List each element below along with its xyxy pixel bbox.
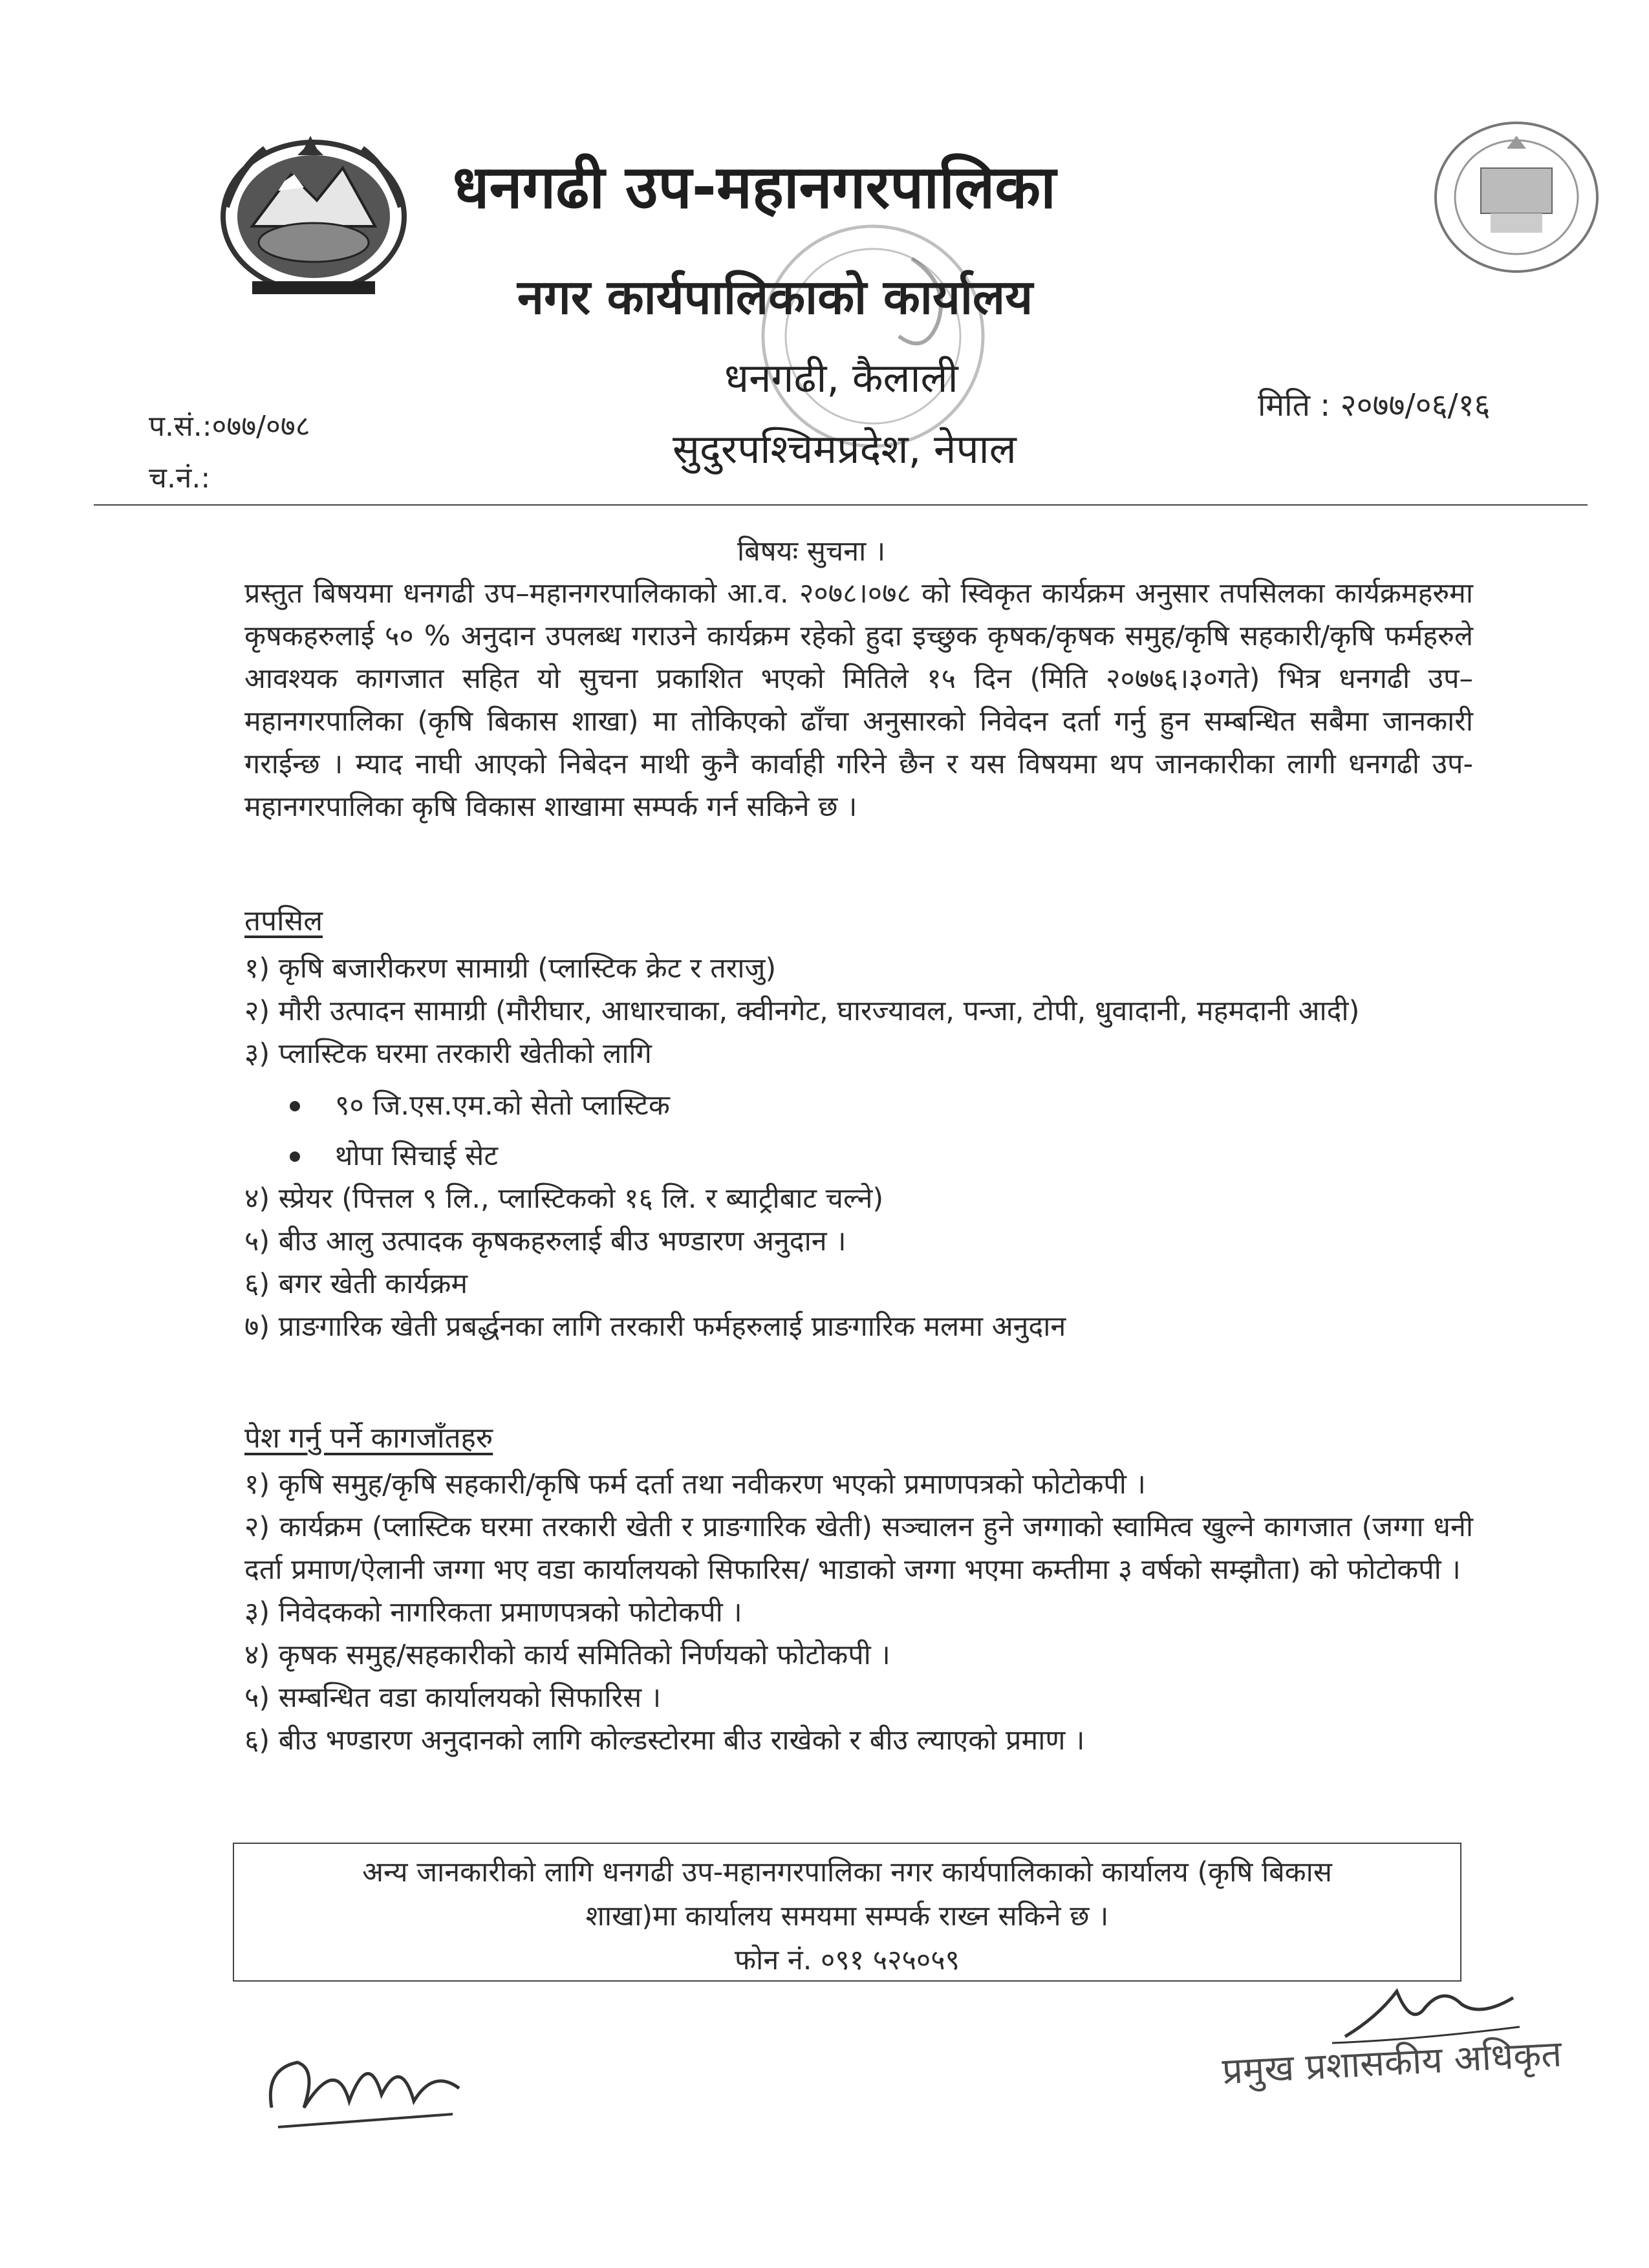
documents-section [244, 1419, 1473, 1762]
list-item: ६) बगर खेती कार्यक्रम [244, 1268, 468, 1300]
municipality-seal-icon [1429, 116, 1604, 278]
office-city: धनगढी, कैलाली [724, 354, 958, 401]
subject-line: बिषयः सुचना । [737, 535, 886, 568]
org-name: धनगढी उप-महानगरपालिका [453, 153, 1056, 222]
contact-box [233, 1843, 1461, 1982]
dispatch-number: च.नं.: [149, 462, 211, 495]
office-name: नगर कार्यपालिकाको कार्यालय [517, 270, 1033, 325]
nepal-emblem-icon [213, 129, 414, 304]
list-item: ४) कृषक समुह/सहकारीको कार्य समितिको निर्णयको फोटोकपी । [244, 1639, 890, 1671]
designation-label: प्रमुख प्रशासकीय अधिकृत [1221, 2033, 1563, 2093]
schedule-title: तपसिल [244, 904, 323, 937]
office-province: सुदुरपश्चिमप्रदेश, नेपाल [673, 425, 1017, 473]
list-item: १) कृषि समुह/कृषि सहकारी/कृषि फर्म दर्ता तथा नवीकरण भएको प्रमाणपत्रको फोटोकपी । [244, 1468, 1146, 1501]
bullet-item: थोपा सिचाई सेट [290, 1135, 1473, 1177]
reference-number: प.सं.:०७७/०७८ [149, 410, 310, 443]
list-item: ५) बीउ आलु उत्पादक कृषकहरुलाई बीउ भण्डारण अनुदान । [244, 1225, 846, 1257]
list-item: २) कार्यक्रम (प्लास्टिक घरमा तरकारी खेती र प्राङगारिक खेती) सञ्चालन हुने जग्गाको स्वामित्व खुल्ने कागजात (जग्गा धनी दर्ता प्रमाण/ऐलानी जग्गा भए वडा कार्यालयको सिफारिस/ भाडाको जग्गा भएमा कम्तीमा ३ वर्षको सम्झौता) को फोटोकपी । [244, 1511, 1473, 1586]
schedule-section [244, 902, 1473, 1348]
list-item: ७) प्राङगारिक खेती प्रबर्द्धनका लागि तरकारी फर्महरुलाई प्राङगारिक मलमा अनुदान [244, 1311, 1066, 1343]
list-item: ३) निवेदकको नागरिकता प्रमाणपत्रको फोटोकपी । [244, 1596, 742, 1629]
header-divider [94, 504, 1588, 506]
list-item: १) कृषि बजारीकरण सामाग्री (प्लास्टिक क्रेट र तराजु) [244, 952, 777, 985]
list-item: ६) बीउ भण्डारण अनुदानको लागि कोल्डस्टोरमा बीउ राखेको र बीउ ल्याएको प्रमाण । [244, 1724, 1085, 1757]
letter-date: मिति : २०७७/०६/१६ [1258, 387, 1491, 423]
documents-title: पेश गर्नु पर्ने कागजाँतहरु [244, 1422, 493, 1455]
signature-icon [259, 2030, 472, 2140]
bullet-item: ९० जि.एस.एम.को सेतो प्लास्टिक [290, 1084, 1473, 1127]
list-item: ५) सम्बन्धित वडा कार्यालयको सिफारिस । [244, 1682, 662, 1714]
list-item: ३) प्लास्टिक घरमा तरकारी खेतीको लागि [244, 1038, 652, 1070]
list-item: ४) स्प्रेयर (पित्तल ९ लि., प्लास्टिकको १६ लि. र ब्याट्रीबाट चल्ने) [244, 1182, 884, 1215]
notice-body: प्रस्तुत बिषयमा धनगढी उप–महानगरपालिकाको आ.व. २०७८।०७८ को स्विकृत कार्यक्रम अनुसार तपसिलका कार्यक्रमहरुमा कृषकहरुलाई ५० % अनुदान उपलब्ध गराउने कार्यक्रम रहेको हुदा इच्छुक कृषक/कृषक समुह/कृषि सहकारी/कृषि फर्महरुले आवश्यक कागजात सहित यो सुचना प्रकाशित भएको मितिले १५ दिन (मिति २०७७६।३०गते) भित्र धनगढी उप–महानगरपालिका (कृषि बिकास शाखा) मा तोकिएको ढाँचा अनुसारको निवेदन दर्ता गर्नु हुन सम्बन्धित सबैमा जानकारी गराईन्छ । म्याद नाघी आएको निबेदन माथी कुनै कार्वाही गरिने छैन र यस विषयमा थप जानकारीका लागी धनगढी उप-महानगरपालिका कृषि विकास शाखामा सम्पर्क गर्न सकिने छ । [244, 577, 1473, 823]
list-item: २) मौरी उत्पादन सामाग्री (मौरीघार, आधारचाका, क्वीनगेट, घारज्यावल, पन्जा, टोपी, धुवादानी, महमदानी आदी) [244, 995, 1360, 1027]
contact-line-1: अन्य जानकारीको लागि धनगढी उप-महानगरपालिका नगर कार्यपालिकाको कार्यालय (कृषि बिकास [362, 1856, 1332, 1888]
contact-line-2: शाखा)मा कार्यालय समयमा सम्पर्क राख्न सकिने छ । [585, 1900, 1109, 1932]
contact-phone: फोन नं. ०९१ ५२५०५९ [735, 1944, 960, 1976]
